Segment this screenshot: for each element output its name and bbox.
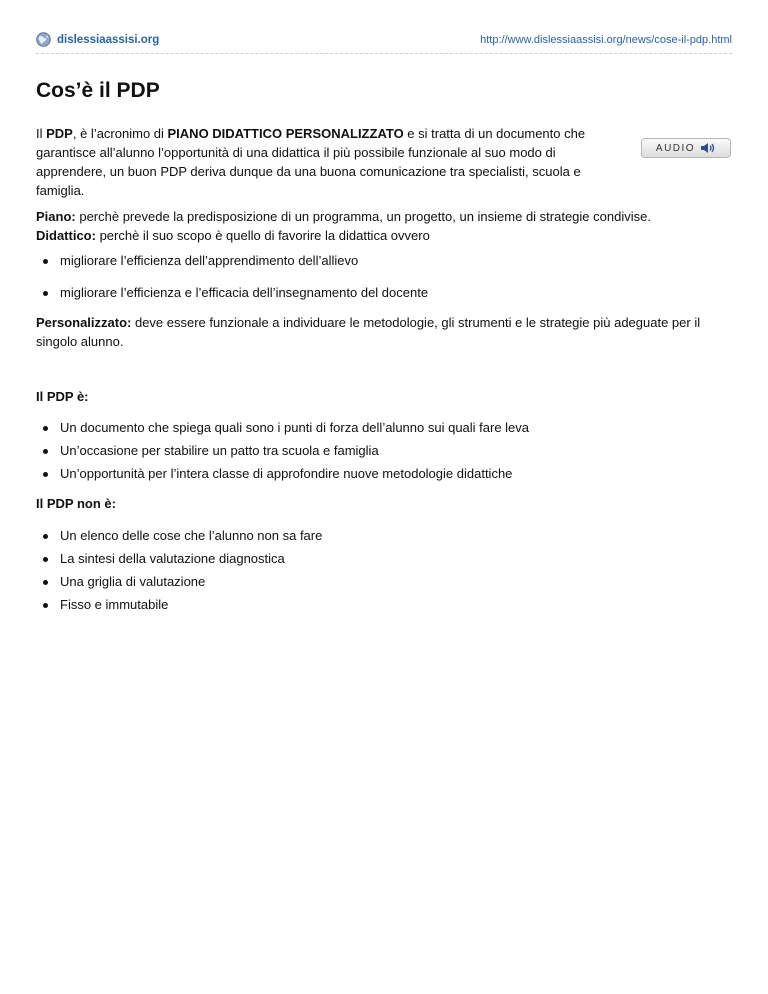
piano-label: Piano: xyxy=(36,209,76,224)
site-brand[interactable] xyxy=(36,32,159,47)
page-title: Cos’è il PDP xyxy=(36,79,160,102)
list-item: Un elenco delle cose che l’alunno non sa fare xyxy=(38,526,728,545)
list-item: migliorare l’efficienza e l’efficacia dell’insegnamento del docente xyxy=(38,283,728,302)
didattico-label: Didattico: xyxy=(36,228,96,243)
pdp-is-heading: Il PDP è: xyxy=(36,389,89,404)
piano-text: perchè prevede la predisposizione di un programma, un progetto, un insieme di strategie condivise. xyxy=(75,209,651,224)
list-item: Una griglia di valutazione xyxy=(38,572,728,591)
pdp-is-list xyxy=(38,418,728,487)
didattico-list xyxy=(38,251,728,315)
personalizzato-paragraph xyxy=(36,313,736,351)
page-header xyxy=(36,32,732,52)
list-item: La sintesi della valutazione diagnostica xyxy=(38,549,728,568)
personalizzato-label: Personalizzato: xyxy=(36,315,132,330)
list-item: Un’opportunità per l’intera classe di approfondire nuove metodologie didattiche xyxy=(38,464,728,483)
personalizzato-text: deve essere funzionale a individuare le metodologie, gli strumenti e le strategie più adeguate per il singolo alunno. xyxy=(36,315,701,349)
page-url-link[interactable]: http://www.dislessiaassisi.org/news/cose-il-pdp.html xyxy=(480,34,732,46)
pdp-isnot-heading: Il PDP non è: xyxy=(36,496,116,511)
intro-bold-acronym: PIANO DIDATTICO PERSONALIZZATO xyxy=(167,126,404,141)
intro-bold-pdp: PDP xyxy=(46,126,73,141)
audio-button[interactable] xyxy=(641,138,731,158)
intro-text-3: e si tratta di un documento che garantisce all’alunno l’opportunità di una didattica il più possibile funzionale al suo modo di apprendere, un buon PDP deriva dunque da una buona comunicazione tra specialisti, scuola e famiglia. xyxy=(36,126,586,198)
didattico-text: perchè il suo scopo è quello di favorire la didattica ovvero xyxy=(95,228,430,243)
list-item: migliorare l’efficienza dell’apprendimento dell’allievo xyxy=(38,251,728,270)
globe-icon xyxy=(36,32,51,47)
header-divider xyxy=(36,53,732,54)
definition-paragraph xyxy=(36,207,736,245)
site-name: dislessiaassisi.org xyxy=(57,33,160,46)
speaker-icon xyxy=(700,142,716,154)
list-item: Fisso e immutabile xyxy=(38,595,728,614)
intro-text-1: Il xyxy=(36,126,47,141)
list-item: Un’occasione per stabilire un patto tra scuola e famiglia xyxy=(38,441,728,460)
intro-paragraph xyxy=(36,124,624,200)
list-item: Un documento che spiega quali sono i punti di forza dell’alunno sui quali fare leva xyxy=(38,418,728,437)
audio-button-label: AUDIO xyxy=(655,142,696,154)
intro-text-2: , è l’acronimo di xyxy=(72,126,168,141)
pdp-isnot-list xyxy=(38,526,728,618)
